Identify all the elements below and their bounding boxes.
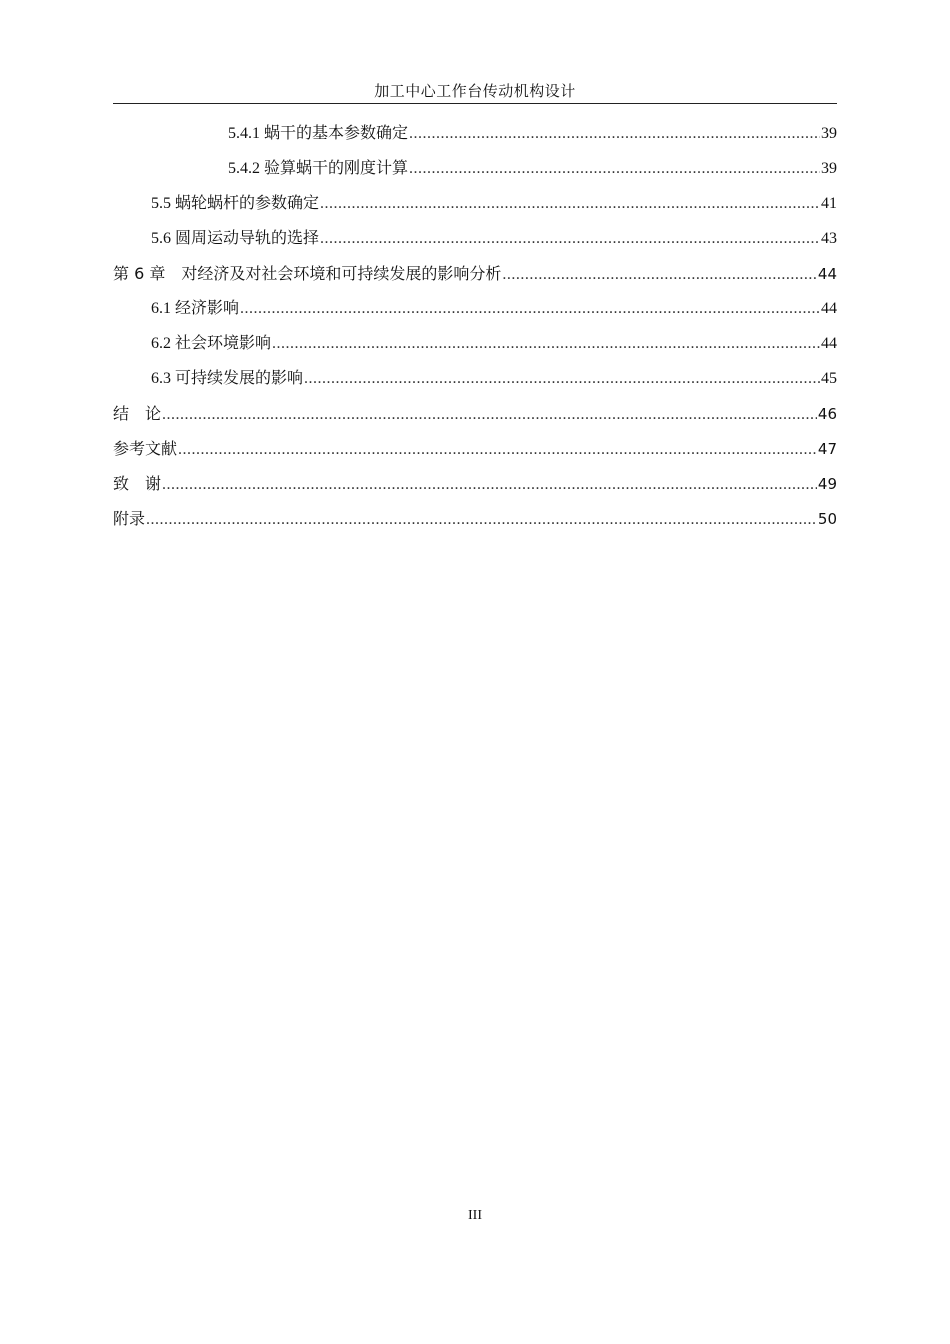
- toc-entry-page: 44: [817, 265, 837, 283]
- toc-entry-title: 6.2 社会环境影响: [151, 335, 272, 352]
- toc-entry-page: 43: [821, 230, 837, 247]
- toc-entry-page: 46: [817, 405, 837, 423]
- toc-entry-page: 44: [821, 300, 837, 317]
- toc-leader-dots: [409, 151, 820, 186]
- toc-leader-dots: [320, 186, 820, 221]
- toc-entry-page: 47: [817, 440, 837, 458]
- toc-entry[interactable]: [113, 326, 837, 361]
- toc-entry-chapter[interactable]: [113, 431, 837, 466]
- toc-leader-dots: [162, 467, 817, 502]
- table-of-contents: [113, 116, 837, 536]
- toc-entry-page: 39: [821, 125, 837, 142]
- toc-entry[interactable]: [113, 186, 837, 221]
- toc-entry-title: 6.3 可持续发展的影响: [151, 370, 304, 387]
- header-divider: [113, 103, 837, 104]
- toc-entry-title: 5.5 蜗轮蜗杆的参数确定: [151, 195, 320, 212]
- toc-leader-dots: [240, 291, 820, 326]
- toc-leader-dots: [502, 257, 817, 292]
- toc-entry-chapter[interactable]: [113, 396, 837, 431]
- toc-leader-dots: [320, 221, 820, 256]
- toc-entry-page: 39: [821, 160, 837, 177]
- toc-leader-dots: [178, 432, 817, 467]
- toc-entry-title: 附录: [113, 509, 146, 528]
- toc-leader-dots: [304, 361, 820, 396]
- page-header-title: 加工中心工作台传动机构设计: [374, 84, 576, 100]
- toc-entry-page: 49: [817, 475, 837, 493]
- toc-entry[interactable]: [113, 221, 837, 256]
- toc-leader-dots: [162, 397, 817, 432]
- toc-entry-page: 45: [821, 370, 837, 387]
- toc-entry-title: 5.4.2 验算蜗干的刚度计算: [228, 160, 409, 177]
- toc-entry-title: 6.1 经济影响: [151, 300, 240, 317]
- page-number: III: [468, 1208, 482, 1223]
- toc-entry[interactable]: [113, 291, 837, 326]
- toc-entry[interactable]: [113, 151, 837, 186]
- toc-entry-title: 参考文献: [113, 439, 178, 458]
- toc-entry-title: 结 论: [113, 404, 162, 423]
- toc-entry[interactable]: [113, 116, 837, 151]
- toc-entry-title: 5.6 圆周运动导轨的选择: [151, 230, 320, 247]
- toc-leader-dots: [272, 326, 820, 361]
- toc-entry-title: 致 谢: [113, 474, 162, 493]
- toc-entry-page: 50: [817, 510, 837, 528]
- toc-leader-dots: [146, 502, 817, 537]
- toc-leader-dots: [409, 116, 820, 151]
- toc-entry-title: 5.4.1 蜗干的基本参数确定: [228, 125, 409, 142]
- toc-entry-chapter[interactable]: [113, 256, 837, 291]
- toc-entry-page: 41: [821, 195, 837, 212]
- toc-entry-chapter[interactable]: [113, 501, 837, 536]
- toc-entry-page: 44: [821, 335, 837, 352]
- toc-entry[interactable]: [113, 361, 837, 396]
- toc-entry-chapter[interactable]: [113, 466, 837, 501]
- toc-entry-title: 第 6 章 对经济及对社会环境和可持续发展的影响分析: [113, 264, 502, 283]
